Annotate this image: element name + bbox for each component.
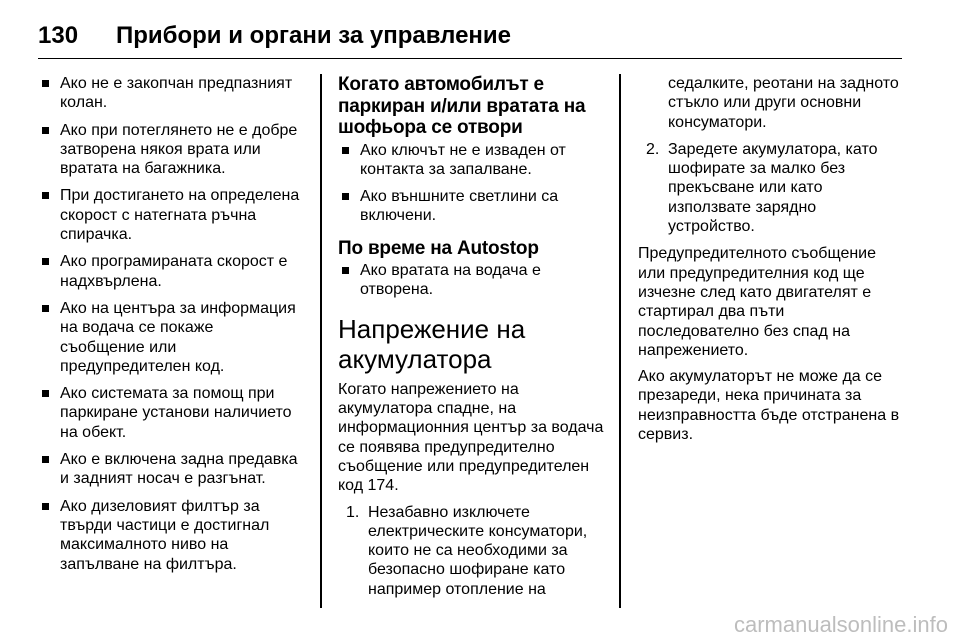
list-item: Ако при потеглянето не е добре затворена някоя врата или вратата на багажника. [38,121,300,179]
page-number: 130 [38,22,79,49]
list-item: Ако на центъра за информация на водача се покаже съобщение или предупредителен код. [38,299,300,376]
bullet-square-icon [342,147,349,154]
bullet-square-icon [42,456,49,463]
autostop-conditions-list [338,261,604,300]
bullet-square-icon [342,267,349,274]
list-item: Ако външните светлини са включени. [338,187,604,226]
list-item: Ако системата за помощ при паркиране установи наличието на обект. [38,384,300,442]
list-item: Ако е включена задна предавка и задният носач е разгънат. [38,450,300,489]
subheading-autostop: По време на Autostop [338,237,539,259]
bullet-square-icon [42,127,49,134]
step-continuation: седалките, реотани на задното стъкло или други основни консуматори. [668,75,899,131]
parked-conditions-list [338,141,604,226]
bullet-square-icon [342,193,349,200]
paragraph: Ако акумулаторът не може да се презареди, нека причината за неизправността бъде отстранена в сервиз. [638,368,900,444]
list-item: Ако не е закопчан предпазният колан. [38,74,300,113]
paragraph: Предупредителното съобщение или предупредителния код ще изчезне след като двигателят е стартирал два пъти последователно без спад на напрежението. [638,245,877,359]
page-header [38,14,902,59]
watermark: carmanualsonline.info [733,612,948,637]
column-divider [320,74,322,608]
column-3 [638,74,904,451]
subheading-parked: Когато автомобилът е паркиран и/или вратата на шофьора се отвори [338,74,586,138]
list-item: Ако ключът не е изваден от контакта за запалване. [338,141,604,180]
bullet-square-icon [42,503,49,510]
steps-list [338,503,604,599]
bullet-square-icon [42,80,49,87]
column-divider [619,74,621,608]
list-item: 1. Незабавно изключете електрическите консуматори, които не са необходими за безопасно шофиране като например отопление на [346,503,588,598]
bullet-square-icon [42,305,49,312]
list-item: Ако дизеловият филтър за твърди частици е достигнал максималното ниво на запълване на филтъра. [38,497,300,574]
column-2 [338,74,604,607]
list-item: 2. Заредете акумулатора, като шофирате за малко без прекъсване или като използвате зарядно устройство. [646,140,878,236]
page-title: Прибори и органи за управление [116,22,512,49]
bullet-square-icon [42,390,49,397]
warning-conditions-list [38,74,300,574]
paragraph: Когато напрежението на акумулатора спадне, на информационния център за водача се появява предупредително съобщение или предупредителен код 174. [338,380,604,495]
steps-list-continued [638,140,904,236]
list-item: Ако вратата на водача е отворена. [338,261,604,300]
bullet-square-icon [42,192,49,199]
list-item: При достигането на определена скорост с натегната ръчна спирачка. [38,186,300,244]
list-item: Ако програмираната скорост е надхвърлена. [38,252,300,291]
column-1 [38,74,300,582]
bullet-square-icon [42,258,49,265]
section-title-battery-voltage: Напрежение на акумулатора [338,313,526,374]
